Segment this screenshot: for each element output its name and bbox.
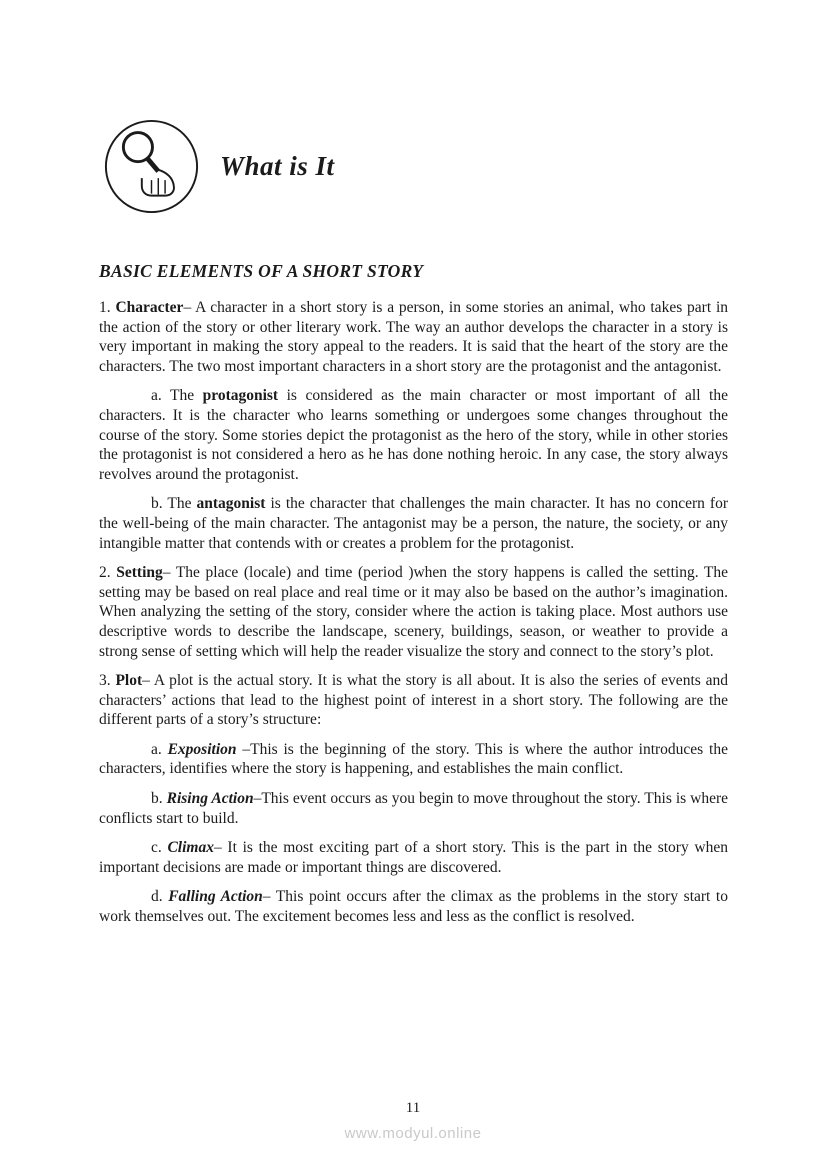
text-run: d. (151, 888, 169, 906)
emphasized-term: Climax (167, 839, 214, 857)
page-title: What is It (220, 151, 335, 181)
watermark: www.modyul.online (344, 1125, 482, 1142)
text-run: a. (151, 740, 168, 758)
emphasized-term: Falling Action (168, 888, 263, 906)
content-body (99, 261, 728, 927)
text-run: 2. (99, 564, 117, 582)
paragraph (99, 740, 728, 779)
paragraph (99, 789, 728, 828)
text-run: is considered as the main character or most important of all the characters. It is the character who learns something or undergoes some changes throughout the course of the story. Some stories depict the protagonist as the hero of the story, while in other stories the protagonist is not considered a hero as he has done nothing heroic. In any case, the story always revolves around the protagonist. (99, 387, 728, 483)
paragraph (99, 887, 728, 926)
text-run: a. The (151, 387, 203, 405)
emphasized-term: antagonist (196, 495, 266, 513)
text-run: – This point occurs after the climax as the problems in the story start to work themselves out. The excitement becomes less and less as the conflict is resolved. (99, 888, 728, 926)
paragraph (99, 494, 728, 553)
text-run: 3. (99, 672, 116, 690)
text-run: c. (151, 839, 168, 857)
text-run: – A character in a short story is a person, in some stories an animal, who takes part in the action of the story or other literary work. The way an author develops the character in a story is very important in making the story appeal to the readers. It is said that the heart of the story are the characters. The two most important characters in a short story are the protagonist and the antagonist. (99, 299, 729, 375)
text-run: b. (151, 790, 167, 808)
paragraph (99, 298, 728, 376)
paragraph (99, 563, 728, 661)
paragraph (99, 838, 728, 877)
text-run: –This is the beginning of the story. This is where the author introduces the characters, identifies where the story is happening, and establishes the main conflict. (99, 740, 728, 778)
text-run: – The place (locale) and time (period )when the story happens is called the setting. The setting may be based on real place and real time or it may also be based on the author’s imagination. When analyzing the setting of the story, consider where the action is taking place. Most authors use descriptive words to describe the landscape, scenery, buildings, season, or weather to provide a strong sense of setting which will help the reader visualize the story and connect to the story’s plot. (99, 564, 729, 660)
text-run: b. The (151, 495, 197, 513)
text-run: – A plot is the actual story. It is what the story is all about. It is also the series of events and characters’ actions that lead to the highest point of interest in a short story. The following are the different parts of a story’s structure: (99, 672, 728, 729)
text-run: – It is the most exciting part of a short story. This is the part in the story when important decisions are made or important things are discovered. (99, 839, 728, 876)
emphasized-term: Character (115, 299, 184, 316)
text-run: is the character that challenges the main character. It has no concern for the well-being of the main character. The antagonist may be a person, the nature, the society, or any intangible matter that contends with or creates a problem for the protagonist. (99, 495, 729, 552)
emphasized-term: Exposition (167, 740, 237, 758)
paragraph (99, 386, 728, 484)
main-heading: BASIC ELEMENTS OF A SHORT STORY (99, 261, 424, 281)
content-paragraphs (99, 298, 728, 927)
text-run: –This event occurs as you begin to move throughout the story. This is where conflicts start to build. (99, 790, 729, 827)
page-number: 11 (405, 1100, 421, 1116)
text-run: 1. (99, 299, 116, 316)
section-header (103, 118, 826, 215)
paragraph (99, 671, 728, 730)
emphasized-term: Plot (115, 672, 143, 690)
emphasized-term: Rising Action (166, 790, 254, 808)
emphasized-term: protagonist (202, 387, 279, 405)
emphasized-term: Setting (116, 564, 163, 582)
magnifying-glass-in-hand-icon (103, 118, 200, 215)
